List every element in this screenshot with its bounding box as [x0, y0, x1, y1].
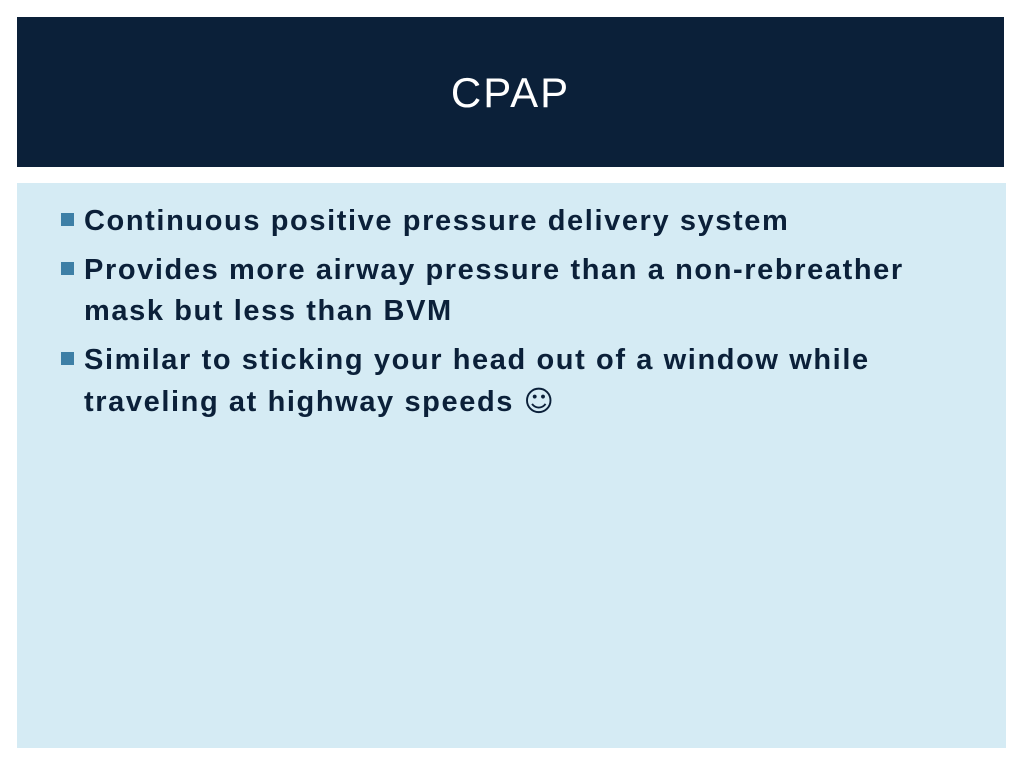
content-panel	[17, 183, 1006, 748]
bullet-item	[61, 201, 981, 242]
square-bullet-icon	[61, 352, 74, 365]
title-bar	[17, 17, 1004, 167]
smiley-face-icon: ☺	[523, 384, 556, 418]
bullet-list	[61, 201, 981, 431]
bullet-item	[61, 340, 981, 423]
square-bullet-icon	[61, 213, 74, 226]
bullet-item	[61, 250, 981, 332]
slide-title: CPAP	[450, 69, 571, 116]
square-bullet-icon	[61, 262, 74, 275]
bullet-text: Continuous positive pressure delivery system	[84, 205, 790, 237]
bullet-text: Provides more airway pressure than a non-rebreather mask but less than BVM	[84, 254, 904, 327]
bullet-text: Similar to sticking your head out of a window while traveling at highway speeds	[84, 344, 870, 418]
